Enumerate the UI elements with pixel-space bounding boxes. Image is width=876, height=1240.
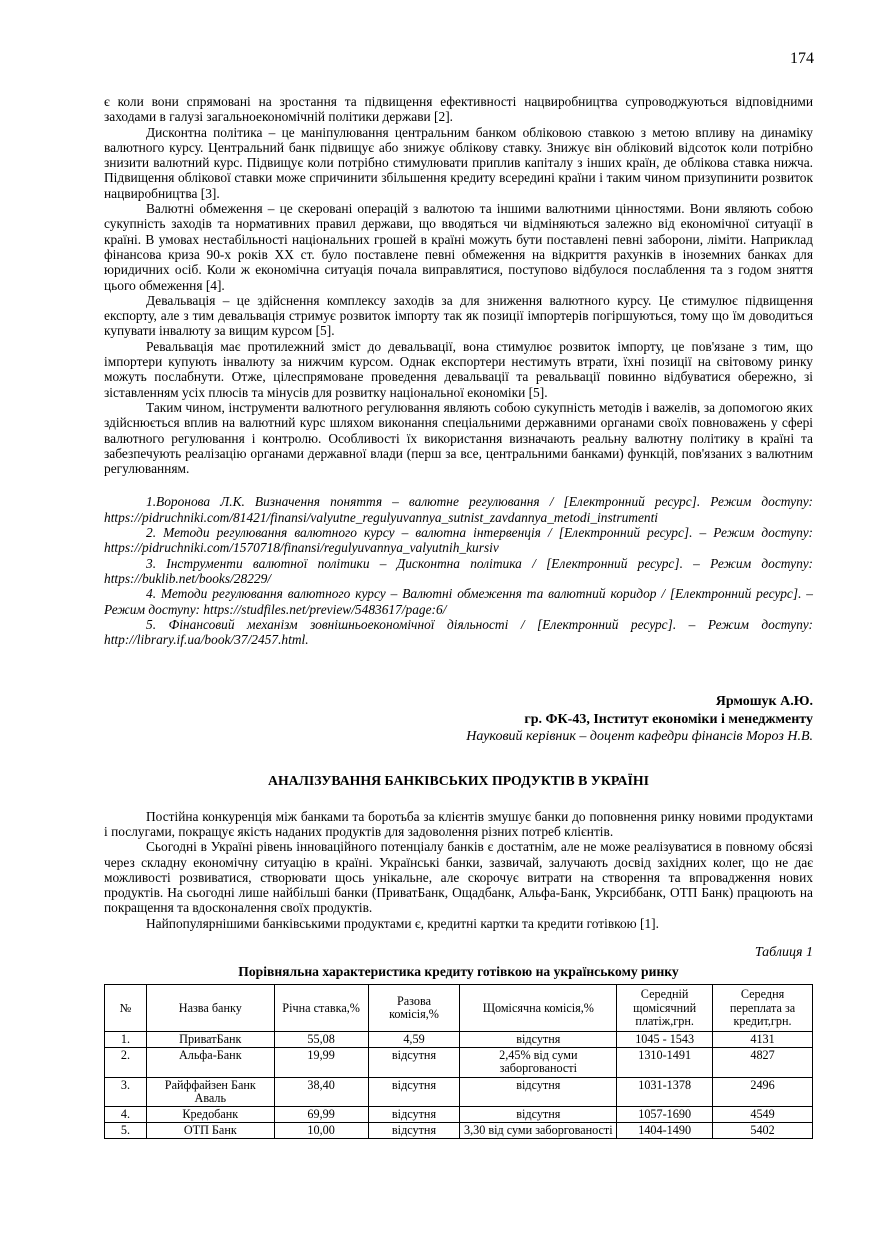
table-cell: Альфа-Банк bbox=[146, 1048, 274, 1077]
reference-item: 4. Методи регулювання валютного курсу – Валютні обмеження та валютний коридор / [Електронний ресурс]. – Режим доступу: https://studfiles.net/preview/5483617/page:6/ bbox=[104, 586, 813, 617]
author-block bbox=[104, 693, 813, 745]
body-paragraph: Валютні обмеження – це скеровані операцій з валютою та іншими валютними цінностями. Вони являють собою сукупність заходів та нормативних правил держави, що вводяться чи відміняються залежно від економічної ситуації в країні. В умовах нестабільності національних грошей в країні можуть бути поставлені певні заборони, ліміти. Наприклад фінансова криза 90-х років XX ст. було поставлене певні обмеження на відкриття рахунків в іноземних банках для юридичних осіб. Коли ж економічна ситуація почала виправлятися, поступово відбулося послаблення та з годом зняття цього обмеження [4]. bbox=[104, 201, 813, 293]
table-header-cell: Середня переплата за кредит,грн. bbox=[713, 985, 813, 1032]
author-adviser: Науковий керівник – доцент кафедри фінансів Мороз Н.В. bbox=[466, 729, 813, 745]
table-header-cell: Річна ставка,% bbox=[274, 985, 368, 1032]
table-cell: 19,99 bbox=[274, 1048, 368, 1077]
article-paragraph: Постійна конкуренція між банками та боротьба за клієнтів змушує банки до поповнення ринку новими продуктами і послугами, покращує якість наданих продуктів для задоволення різних потреб клієнтів. bbox=[104, 808, 813, 839]
article-body bbox=[104, 809, 813, 931]
table-row bbox=[105, 1077, 813, 1106]
table-cell: 4827 bbox=[713, 1048, 813, 1077]
table-cell: 1057-1690 bbox=[617, 1106, 713, 1122]
table-cell: 3. bbox=[105, 1077, 147, 1106]
body-paragraph: Таким чином, інструменти валютного регулювання являють собою сукупність методів і важелів, за допомогою яких здійснюється вплив на валютний курс шляхом виконання спеціальними державними органами своїх повноважень у сфері валютного регулювання і контролю. Особливості їх використання визначають реальну валютну політику в країні та забезпечують реалізацію органами державної влади (перш за все, центральними банками) функцій, пов'язаних з валютним регулюванням. bbox=[104, 399, 813, 477]
table-cell: 69,99 bbox=[274, 1106, 368, 1122]
table-row bbox=[105, 1123, 813, 1139]
table-cell: 55,08 bbox=[274, 1031, 368, 1047]
table-cell: 2. bbox=[105, 1048, 147, 1077]
table-cell: відсутня bbox=[368, 1123, 460, 1139]
table-cell: 4. bbox=[105, 1106, 147, 1122]
table-cell: Кредобанк bbox=[146, 1106, 274, 1122]
table-cell: відсутня bbox=[368, 1106, 460, 1122]
table-cell: 5. bbox=[105, 1123, 147, 1139]
article-title: АНАЛІЗУВАННЯ БАНКІВСЬКИХ ПРОДУКТІВ В УКРАЇНІ bbox=[267, 773, 649, 789]
page-number: 174 bbox=[790, 50, 814, 67]
reference-list bbox=[104, 494, 813, 647]
body-paragraph: Дисконтна політика – це маніпулювання центральним банком обліковою ставкою з метою впливу на динаміку валютного курсу. Центральний банк підвищує або знижує облікову ставку. Знижує він обліковий відсоток коли потрібно знизити валютний курс. Підвищує коли потрібно стимулювати приплив капіталу з інших країн, де облікова ставка нижча. Підвищення облікової ставки може спричинити збільшення кредиту всередині країни і таким чином призупинити розвиток нацвиробництва [3]. bbox=[104, 124, 813, 201]
table-header-cell: Назва банку bbox=[146, 985, 274, 1032]
author-affiliation: гр. ФК-43, Інститут економіки і менеджменту bbox=[524, 712, 813, 728]
table-cell: 5402 bbox=[713, 1123, 813, 1139]
body-paragraph: є коли вони спрямовані на зростання та підвищення ефективності нацвиробництва супроводжуються відповідними заходами в галузі загальноекономічній політики держави [2]. bbox=[104, 94, 813, 125]
table-cell: ПриватБанк bbox=[146, 1031, 274, 1047]
article-paragraph: Сьогодні в Україні рівень інноваційного потенціалу банків є достатнім, але не може реалізуватися в повному обсязі через складну економічну ситуацію в країні. Українські банки, зазвичай, залучають досвід західних колег, що не дає можливості розвиватися, створювати щось унікальне, але скорочує витрати на створення та впровадження нових продуктів. На сьогодні лише найбільші банки (ПриватБанк, Ощадбанк, Альфа-Банк, Укрсиббанк, ОТП Банк) працюють на покращення та вдосконалення своїх продуктів. bbox=[104, 839, 813, 916]
table-header-row bbox=[105, 985, 813, 1032]
table-label: Таблиця 1 bbox=[754, 945, 813, 961]
table-cell: відсутня bbox=[460, 1106, 617, 1122]
page-content bbox=[104, 94, 813, 1139]
table-cell: 1404-1490 bbox=[617, 1123, 713, 1139]
table-cell: відсутня bbox=[460, 1031, 617, 1047]
table-cell: відсутня bbox=[368, 1048, 460, 1077]
table-cell: 1045 - 1543 bbox=[617, 1031, 713, 1047]
reference-item: 3. Інструменти валютної політики – Дисконтна політика / [Електронний ресурс]. – Режим доступу: https://buklib.net/books/28229/ bbox=[104, 555, 813, 586]
table-cell: Райффайзен Банк Аваль bbox=[146, 1077, 274, 1106]
table-cell: 1310-1491 bbox=[617, 1048, 713, 1077]
table-cell: 1. bbox=[105, 1031, 147, 1047]
table-cell: 4549 bbox=[713, 1106, 813, 1122]
table-cell: відсутня bbox=[460, 1077, 617, 1106]
table-header-cell: Щомісячна комісія,% bbox=[460, 985, 617, 1032]
table-header-cell: № bbox=[105, 985, 147, 1032]
reference-item: 5. Фінансовий механізм зовнішньоекономічної діяльності / [Електронний ресурс]. – Режим доступу: http://library.if.ua/book/37/2457.html. bbox=[104, 616, 813, 648]
comparison-table bbox=[104, 984, 813, 1139]
table-cell: 3,30 від суми заборгованості bbox=[460, 1123, 617, 1139]
table-cell: 2,45% від суми заборгованості bbox=[460, 1048, 617, 1077]
table-title: Порівняльна характеристика кредиту готівкою на українському ринку bbox=[238, 964, 679, 980]
body-paragraph: Ревальвація має протилежний зміст до девальвації, вона стимулює розвиток імпорту, це пов'язане з тим, що імпортери купують інвалюту за нижчим курсом. Однак експортери нестимуть втрати, їхні позиції на світовому ринку можуть послабнути. Отже, цілеспрямоване проведення девальвації та ревальвації повинно відбуватися обережно, зі зіставленням усіх плюсів та мінусів для розвитку національної економіки [5]. bbox=[104, 338, 813, 400]
table-cell: ОТП Банк bbox=[146, 1123, 274, 1139]
body-paragraph: Девальвація – це здійснення комплексу заходів за для зниження валютного курсу. Це стимулює підвищення експорту, але з тим девальвація стримує розвиток імпорту так як позиції імпортерів погіршуються, тому що їм доводиться купувати інвалюту за вищим курсом [5]. bbox=[104, 292, 813, 339]
table-cell: 10,00 bbox=[274, 1123, 368, 1139]
table-row bbox=[105, 1031, 813, 1047]
table-row bbox=[105, 1106, 813, 1122]
table-cell: 2496 bbox=[713, 1077, 813, 1106]
article-paragraph: Найпопулярнішими банківськими продуктами є, кредитні картки та кредити готівкою [1]. bbox=[146, 915, 659, 931]
author-name: Ярмошук А.Ю. bbox=[715, 694, 813, 710]
table-cell: 38,40 bbox=[274, 1077, 368, 1106]
table-cell: 1031-1378 bbox=[617, 1077, 713, 1106]
table-cell: відсутня bbox=[368, 1077, 460, 1106]
table-header-cell: Разова комісія,% bbox=[368, 985, 460, 1032]
reference-item: 2. Методи регулювання валютного курсу – валютна інтервенція / [Електронний ресурс]. – Режим доступу: https://pidruchniki.com/1570718/finansi/regulyuvannya_valyutnih_kursiv bbox=[104, 525, 813, 556]
table-cell: 4,59 bbox=[368, 1031, 460, 1047]
table-header-cell: Середній щомісячний платіж,грн. bbox=[617, 985, 713, 1032]
reference-item: 1.Воронова Л.К. Визначення поняття – валютне регулювання / [Електронний ресурс]. Режим доступу: https://pidruchniki.com/81421/finansi/valyutne_regulyuvannya_sutnist_zavdannya_metodi_instrumenti bbox=[104, 494, 813, 525]
table-row bbox=[105, 1048, 813, 1077]
table-cell: 4131 bbox=[713, 1031, 813, 1047]
